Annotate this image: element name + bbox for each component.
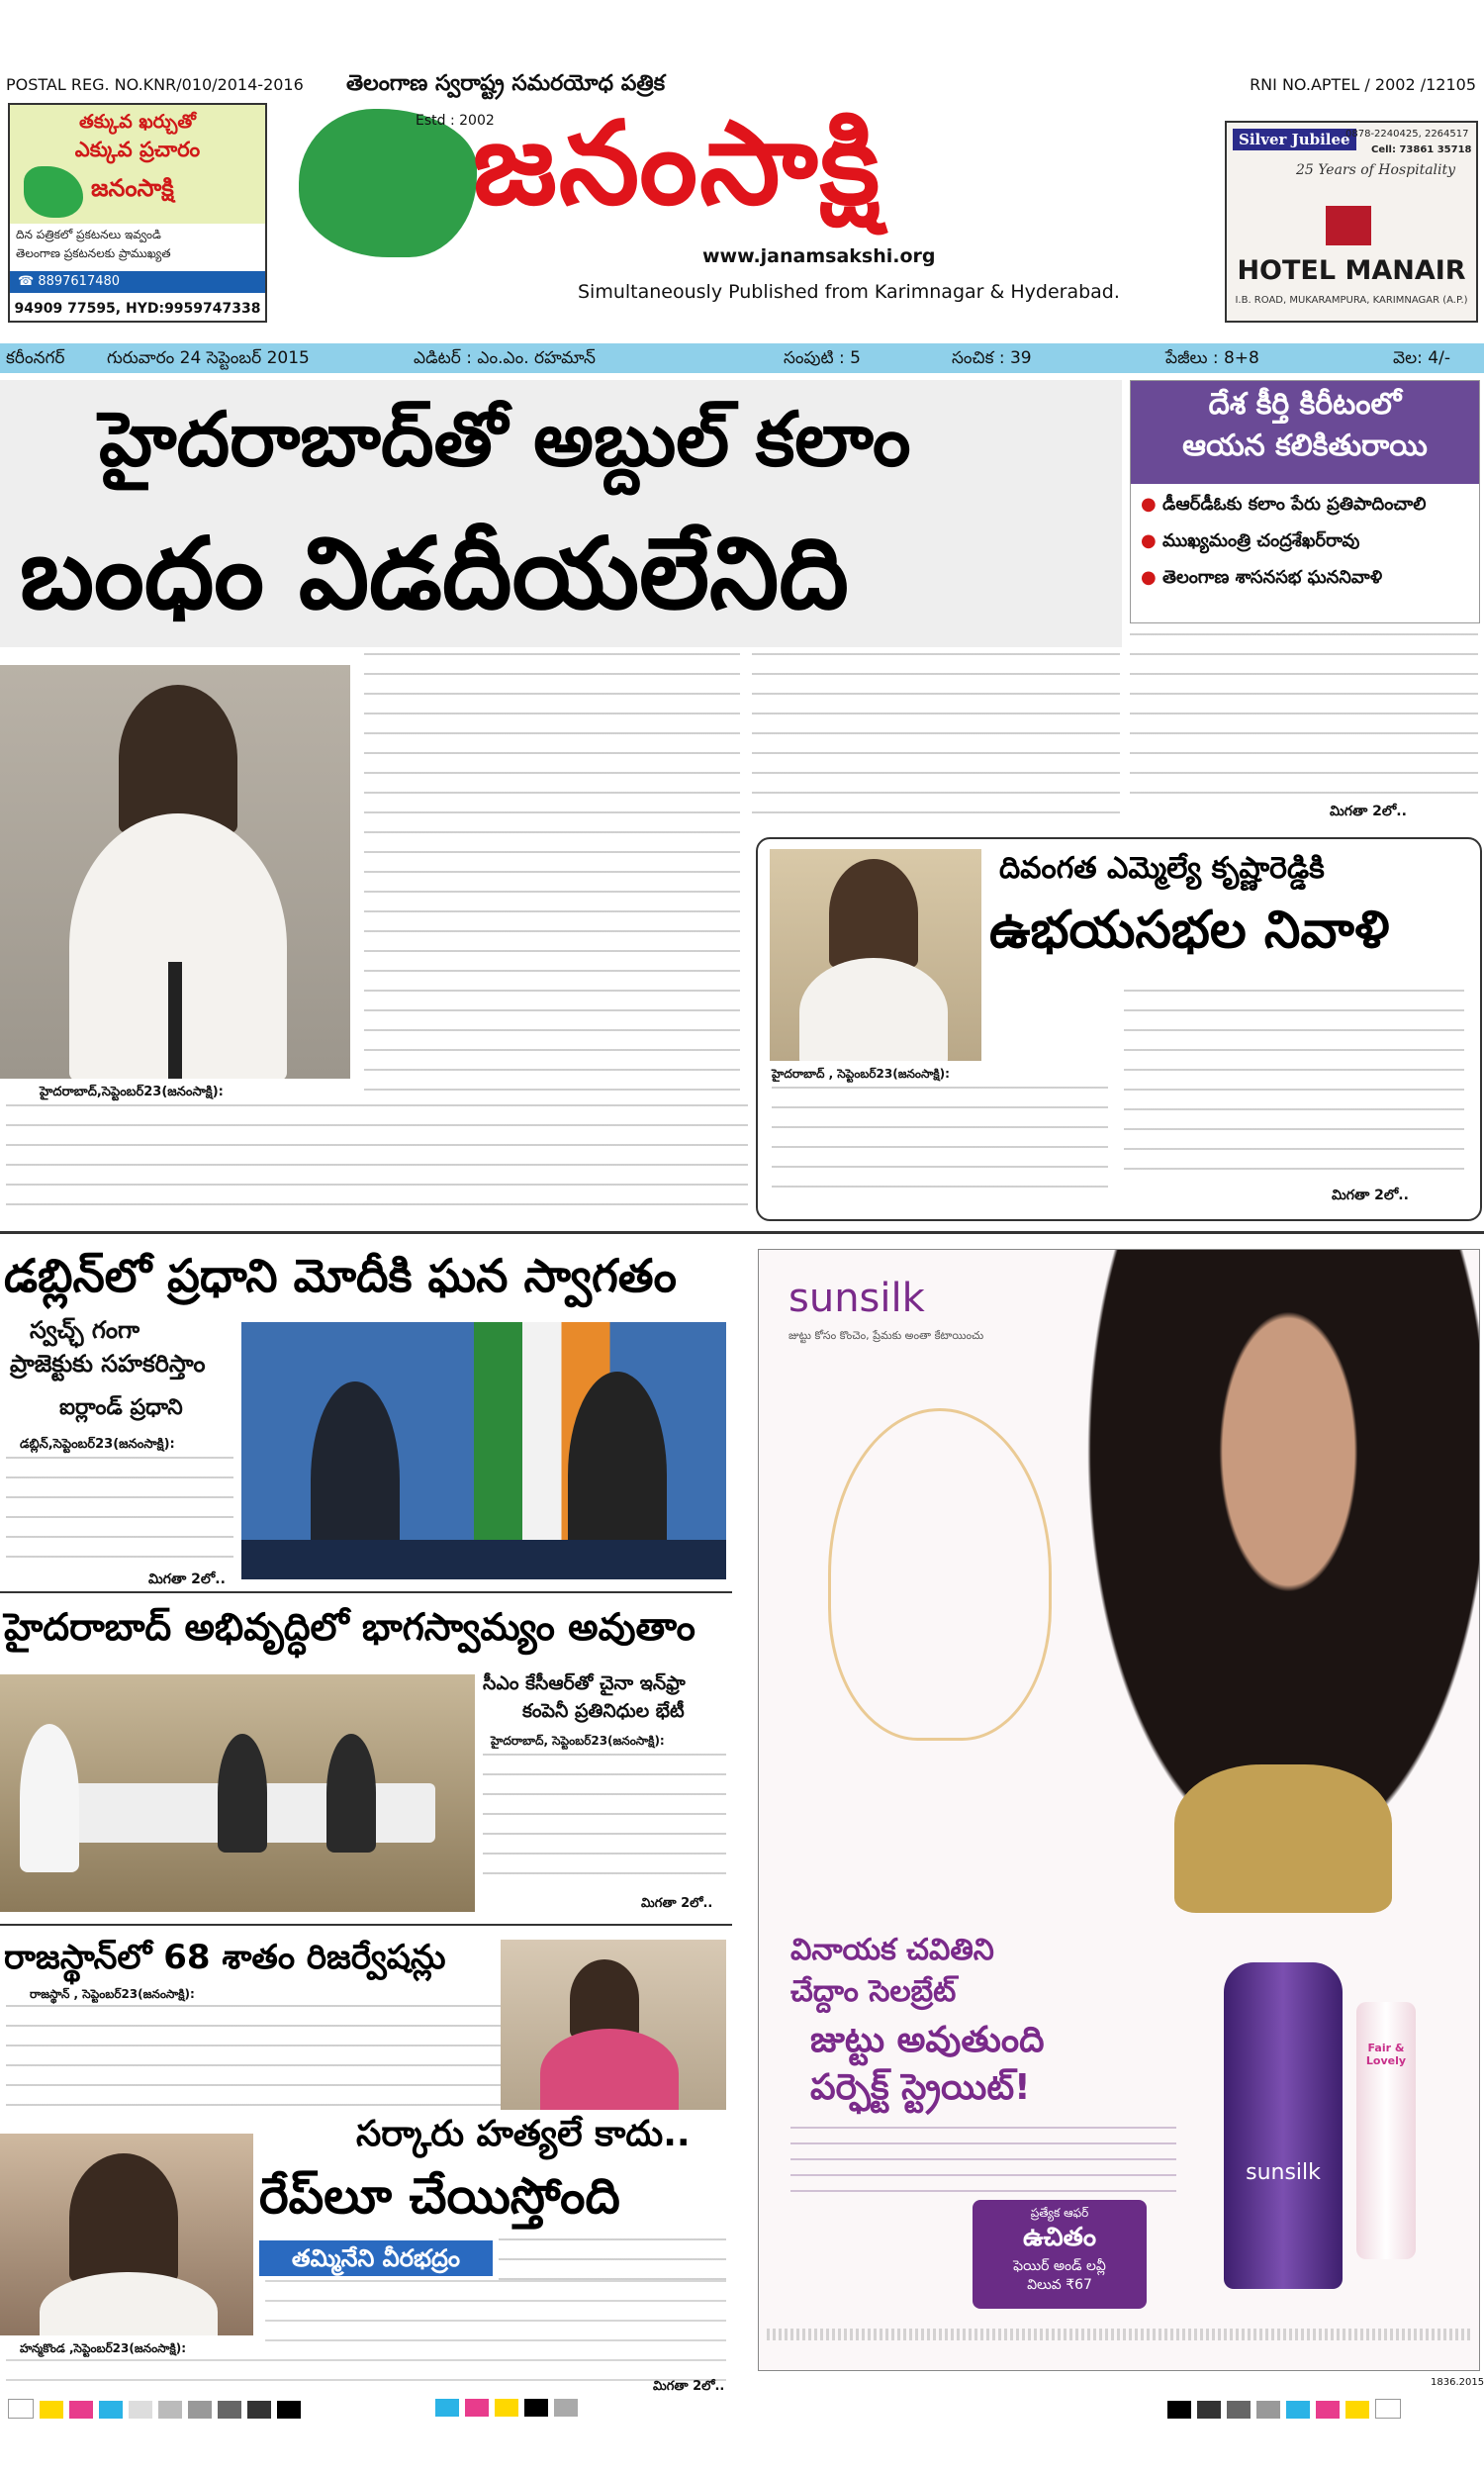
offer-label: ప్రత్యేక ఆఫర్ [1030,2206,1089,2220]
strip-volume: సంపుటి : 5 [784,348,861,368]
rni-number: RNI NO.APTEL / 2002 /12105 [1250,75,1476,94]
hyd-body [483,1754,726,1892]
modi-body [6,1457,233,1568]
ad-fine-print [790,2127,1176,2196]
telangana-map-logo [299,109,477,257]
ad-line-3: జుట్టు అవుతుంది [810,2020,1045,2060]
strip-date: గురువారం 24 సెప్టెంబర్ 2015 [107,348,310,368]
offer-item: ఫెయిర్ అండ్ లవ్లీ [1013,2258,1106,2274]
estd-label: Estd : 2002 [416,113,495,129]
sunsilk-tagline: జుట్టు కోసం కొంచెం, ప్రేమకు అంతా కేటాయించు [788,1329,984,1342]
left-ad-box[interactable] [8,103,267,323]
masthead-tagline: తెలంగాణ స్వరాష్ట్ర సమరయోధ పత్రిక [346,71,666,96]
rajasthan-body [6,2005,501,2114]
lead-headline-2: బంధం విడదీయలేనిది [20,516,849,631]
date-strip [0,343,1484,373]
sarkar-more[interactable]: మిగతా 2లో.. [653,2379,725,2394]
hyd-photo [0,1674,475,1912]
sarkar-dateline: హన్మకొండ ,సెప్టెంబర్23(జనంసాక్షి): [20,2341,187,2355]
krishna-more[interactable]: మిగతా 2లో.. [1332,1188,1409,1203]
left-ad-phone1-text: 8897617480 [38,274,121,289]
ad-line-4: పర్ఫెక్ట్ స్ట్రెయిట్! [810,2067,1031,2108]
divider-rajasthan [0,1924,732,1926]
ad-code: 1836.2015 [1431,2377,1484,2388]
offer-free: ఉచితం [1022,2223,1097,2252]
krishna-headline-1: దివంగత ఎమ్మెల్యే కృష్ణారెడ్డికి [999,851,1325,886]
side-bullet-3-text: తెలంగాణ శాసనసభ ఘననివాళి [1162,567,1383,588]
rajasthan-headline: రాజస్థాన్‌లో 68 శాతం రిజర్వేషన్లు [4,1938,446,1977]
modi-sub-2: ప్రాజెక్టుకు సహకరిస్తాం [10,1350,206,1378]
krishna-body-col1 [772,1087,1108,1199]
left-ad-brand: జనంసాక్షి [91,174,174,202]
side-bullet-1: ● డీఆర్‌డీఓకు కలాం పేరు ప్రతిపాదించాలి [1141,494,1427,515]
lead-body-col2 [752,653,1120,823]
postal-registration: POSTAL REG. NO.KNR/010/2014-2016 [6,75,304,94]
sunsilk-bottle [1224,1962,1343,2289]
color-registration-bar-center [435,2399,584,2421]
krishna-dateline: హైదరాబాద్ , సెప్టెంబర్23(జనంసాక్షి): [772,1067,950,1081]
krishna-body-col2 [1124,990,1464,1184]
hotel-logo-icon [1326,206,1371,245]
section-divider [0,1231,1484,1234]
hyd-dateline: హైదరాబాద్, సెప్టెంబర్23(జనంసాక్షి): [491,1734,665,1748]
lead-body-col1 [364,653,740,1104]
modi-sub-3: ఐర్లాండ్ ప్రధాని [59,1395,183,1420]
ad-line-1: వినాయక చవితిని [790,1933,994,1967]
hyd-sub-1: సీఎం కేసీఆర్‌తో చైనా ఇన్‌ఫ్రా [483,1672,686,1694]
hyd-headline: హైదరాబాద్ అభివృద్ధిలో భాగస్వామ్యం అవుతాం [4,1605,696,1649]
sarkar-photo [0,2134,253,2335]
website-url[interactable]: www.janamsakshi.org [702,245,936,267]
published-line: Simultaneously Published from Karimnagar & Hyderabad. [578,281,1120,303]
side-title-2: ఆయన కలికితురాయి [1182,428,1428,463]
offer-box [973,2200,1147,2309]
strip-pages: పేజీలు : 8+8 [1165,348,1259,368]
silver-jubilee-label: Silver Jubilee [1233,129,1356,150]
rajasthan-dateline: రాజస్థాన్ , సెప్టెంబర్23(జనంసాక్షి): [30,1987,195,2001]
divider-hyd [0,1591,732,1593]
telangana-map-icon [24,166,83,218]
sarkar-headline-2: రేప్‌లూ చేయిస్తోంది [259,2167,620,2225]
left-ad-phone1: ☎ 8897617480 [10,271,265,293]
modi-photo [241,1322,726,1579]
right-ad-cell: Cell: 73861 35718 [1371,144,1472,155]
lead-body-bottom [6,1104,748,1215]
years-label: 25 Years of Hospitality [1296,162,1456,178]
hyd-sub-2: కంపెనీ ప్రతినిధుల భేటీ [522,1700,685,1722]
side-title-1: దేశ కీర్తి కిరీటంలో [1208,387,1402,422]
masthead-title: జనంసాక్షి [473,97,882,231]
left-ad-phone2: 94909 77595, HYD:9959747338 [14,301,261,317]
lead-side-box [1130,380,1480,623]
lead-more[interactable]: మిగతా 2లో.. [1330,804,1407,819]
color-registration-bar [8,2399,307,2423]
side-bullet-2-text: ముఖ్యమంత్రి చంద్రశేఖర్‌రావు [1162,530,1360,551]
lead-dateline: హైదరాబాద్,సెప్టెంబర్23(జనంసాక్షి): [40,1085,224,1099]
bottle-label: sunsilk [1246,2160,1321,2185]
ad-disclaimer [767,2329,1471,2340]
rajasthan-photo [501,1940,726,2110]
strip-city: కరీంనగర్ [6,348,65,368]
lead-body-col3 [1130,633,1478,804]
fair-lovely-label: Fair & Lovely [1365,2042,1407,2067]
left-ad-line5: తెలంగాణ ప్రకటనలకు ప్రాముఖ్యత [16,246,171,260]
modi-sub-1: స్వచ్ఛ్ గంగా [30,1316,140,1344]
model-saree [1174,1764,1392,1913]
side-bullet-1-text: డీఆర్‌డీఓకు కలాం పేరు ప్రతిపాదించాలి [1162,494,1427,515]
left-ad-line2: ఎక్కువ ప్రచారం [74,138,201,161]
sunsilk-brand: sunsilk [788,1276,925,1321]
hotel-name: HOTEL MANAIR [1237,255,1466,286]
color-registration-bar-right [1167,2399,1407,2423]
hotel-address: I.B. ROAD, MUKARAMPURA, KARIMNAGAR (A.P.) [1235,295,1468,306]
krishna-photo [770,849,981,1061]
modi-more[interactable]: మిగతా 2లో.. [148,1571,226,1587]
right-ad-phone: 0878-2240425, 2264517 [1345,129,1469,140]
sarkar-name-tag: తమ్మినేని వీరభద్రం [259,2240,493,2276]
right-ad-box[interactable] [1225,121,1478,323]
strip-editor: ఎడిటర్ : ఎం.ఎం. రహమాన్ [414,348,596,368]
hyd-more[interactable]: మిగతా 2లో.. [641,1896,713,1911]
sarkar-headline-1: సర్కారు హత్యలే కాదు.. [356,2114,691,2154]
ad-line-2: చేద్దాం సెలబ్రేట్ [790,1974,957,2009]
left-ad-line1: తక్కువ ఖర్చుతో [79,111,196,133]
side-bullet-2: ● ముఖ్యమంత్రి చంద్రశేఖర్‌రావు [1141,530,1360,551]
fair-lovely-tube [1356,2002,1416,2259]
strip-issue: సంచిక : 39 [952,348,1032,368]
modi-dateline: డబ్లిన్,సెప్టెంబర్23(జనంసాక్షి): [20,1437,175,1452]
sunsilk-ad[interactable] [758,1249,1480,2371]
offer-value: విలువ ₹67 [1027,2277,1092,2293]
strip-price: వెల: 4/- [1393,348,1450,368]
krishna-headline-2: ఉభయసభల నివాళి [989,901,1390,960]
modi-headline: డబ్లిన్‌లో ప్రధాని మోదీకి ఘన స్వాగతం [4,1249,677,1302]
left-ad-line4: దిన పత్రికలో ప్రకటనలు ఇవ్వండి [16,228,161,241]
lead-headline-1: హైదరాబాద్‌తో అబ్దుల్ కలాం [99,395,911,483]
ganesha-outline-icon [828,1408,1052,1741]
side-bullet-3: ● తెలంగాణ శాసనసభ ఘననివాళి [1141,567,1383,588]
lead-photo [0,665,350,1079]
